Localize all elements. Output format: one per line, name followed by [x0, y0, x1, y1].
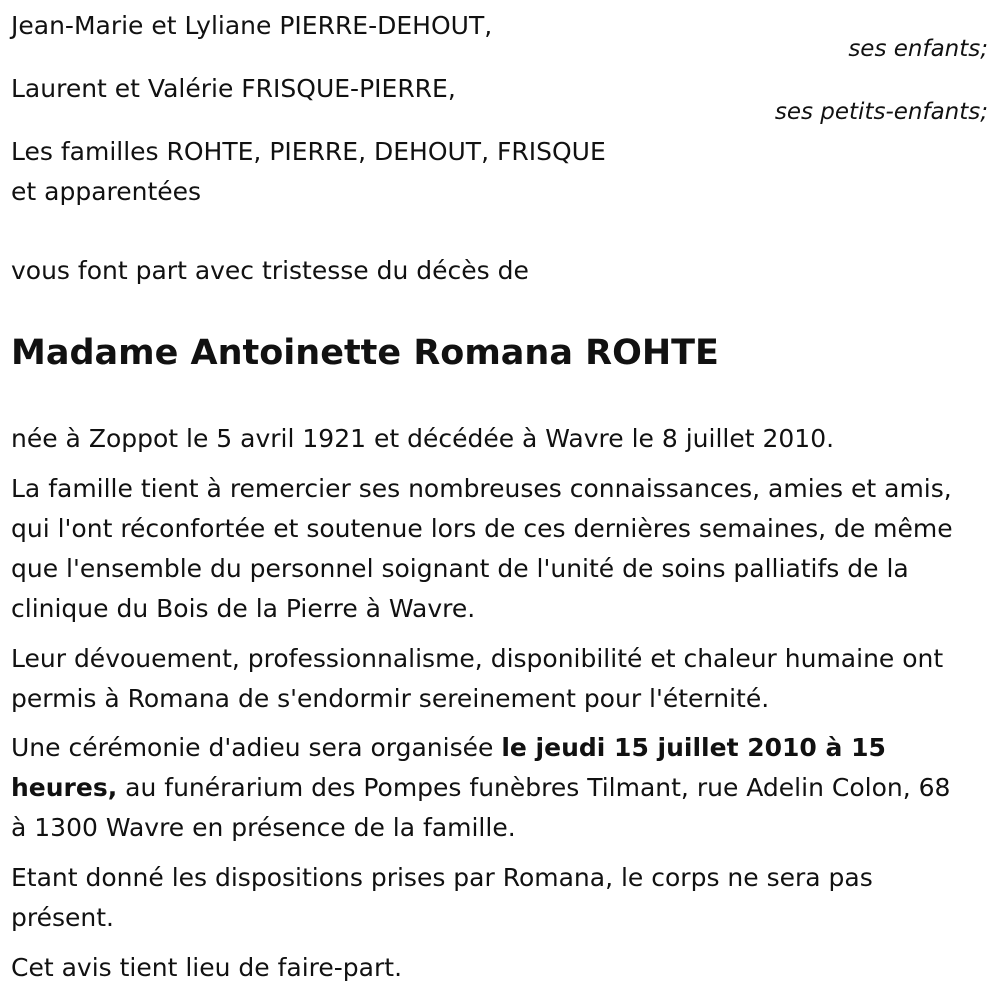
role-children: ses enfants;: [848, 36, 988, 62]
closing-paragraph: Cet avis tient lieu de faire-part.: [11, 953, 403, 982]
body-note-paragraph: Etant donné les dispositions prises par Romana, le corps ne sera pas présent.: [11, 863, 873, 932]
family-line-children: Jean-Marie et Lyliane PIERRE-DEHOUT,: [11, 11, 493, 40]
family-line-families: Les familles ROHTE, PIERRE, DEHOUT, FRISQUE: [11, 137, 606, 166]
thanks-paragraph: La famille tient à remercier ses nombreuses connaissances, amies et amis, qui l'ont réconfortée et soutenue lors de ces dernières semaines, de même que l'ensemble du personnel soignant de l'unité de soins palliatifs de la clinique du Bois de la Pierre à Wavre.: [11, 474, 953, 623]
family-line-relatives: et apparentées: [11, 177, 202, 206]
role-grandchildren: ses petits-enfants;: [774, 99, 988, 125]
announcement-text: vous font part avec tristesse du décès de: [11, 256, 529, 285]
family-line-grandchildren: Laurent et Valérie FRISQUE-PIERRE,: [11, 74, 456, 103]
devotion-paragraph: Leur dévouement, professionnalisme, disponibilité et chaleur humaine ont permis à Romana de s'endormir sereinement pour l'éternité.: [11, 644, 944, 713]
ceremony-date: le jeudi 15 juillet 2010 à 15 heures,: [11, 733, 886, 802]
deceased-name: Madame Antoinette Romana ROHTE: [11, 333, 719, 373]
ceremony-intro: Une cérémonie d'adieu sera organisée: [11, 733, 502, 762]
ceremony-location: au funérarium des Pompes funèbres Tilmant, rue Adelin Colon, 68 à 1300 Wavre en présence de la famille.: [11, 773, 951, 842]
birth-death-paragraph: née à Zoppot le 5 avril 1921 et décédée à Wavre le 8 juillet 2010.: [11, 424, 835, 453]
ceremony-paragraph: [11, 728, 971, 848]
